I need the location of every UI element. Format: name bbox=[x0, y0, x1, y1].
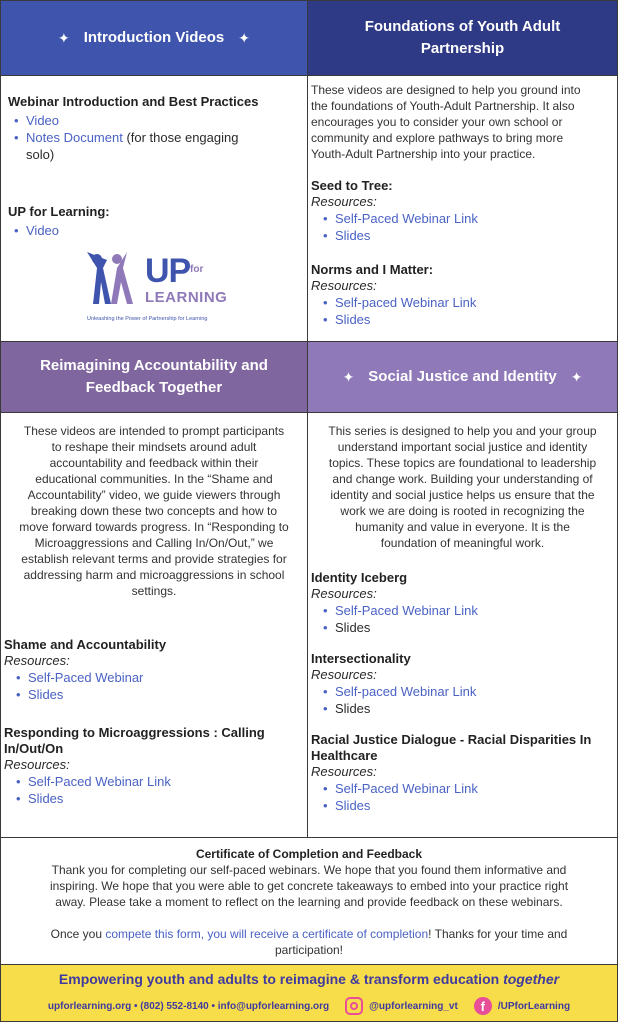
instagram-icon bbox=[345, 997, 363, 1015]
seed-slides-link[interactable]: Slides bbox=[335, 228, 371, 243]
footer-contact[interactable]: upforlearning.org • (802) 552-8140 • info@upforlearning.org bbox=[47, 1000, 330, 1012]
para-line: humanity and value in everyone. It is the bbox=[355, 520, 570, 534]
para-line: accountability and feedback within their bbox=[49, 456, 259, 470]
foundations-header bbox=[307, 0, 618, 76]
certificate-title: Certificate of Completion and Feedback bbox=[195, 847, 423, 861]
para-line: understand important social justice and identity bbox=[337, 440, 588, 454]
foundations-description bbox=[311, 82, 615, 162]
accountability-description bbox=[1, 423, 307, 599]
cta-line2: participation! bbox=[274, 943, 344, 957]
para-line: addressing harm and microaggressions in school bbox=[23, 568, 285, 582]
instagram-handle[interactable]: @upforlearning_vt bbox=[369, 1000, 458, 1012]
foundations-header-line1: Foundations of Youth Adult bbox=[364, 18, 561, 35]
intro-header-title: Introduction Videos bbox=[83, 29, 225, 46]
accountability-header-line2: Feedback Together bbox=[85, 379, 223, 396]
certificate-section bbox=[0, 837, 618, 965]
resources-label: Resources bbox=[311, 586, 374, 601]
shame-slides-link[interactable]: Slides bbox=[28, 687, 64, 702]
logo-up-text: UP bbox=[145, 252, 191, 290]
sparkle-icon: ✦ bbox=[570, 369, 583, 385]
footer-tagline-text: Empowering youth and adults to reimagine & transform education bbox=[58, 971, 504, 987]
justice-description bbox=[308, 423, 617, 551]
up-video-link[interactable]: Video bbox=[26, 223, 60, 238]
cta-pre: Once you bbox=[50, 927, 106, 941]
para-line: breaking down these two concepts and how to bbox=[30, 504, 278, 518]
para-line: community and explore pathways to bring more bbox=[311, 131, 564, 145]
feedback-form-link[interactable]: compete this form, you will receive a certificate of completion bbox=[105, 927, 429, 941]
para-line: Accountability” video, we guide viewers through bbox=[27, 488, 281, 502]
resources-label: Resources bbox=[4, 653, 67, 668]
resources-label: Resources bbox=[4, 757, 67, 772]
para-line: work we are doing is rooted in recognizing the bbox=[340, 504, 585, 518]
justice-header bbox=[307, 341, 618, 413]
notes-document-note: (for those engaging bbox=[122, 130, 239, 145]
para-line: topics. These topics are foundational to leadership bbox=[328, 456, 597, 470]
iceberg-webinar-link[interactable]: Self-Paced Webinar Link bbox=[335, 603, 478, 618]
logo-for-text: for bbox=[190, 264, 204, 275]
racial-justice-title-line1: Racial Justice Dialogue - Racial Disparities In bbox=[311, 732, 592, 747]
para-line: Microaggressions and Calling In/On/Out,” we bbox=[34, 536, 274, 550]
sparkle-icon: ✦ bbox=[238, 30, 251, 46]
para-line: Thank you for completing our self-paced webinars. We hope that you found them informative and bbox=[51, 863, 567, 877]
intro-content bbox=[0, 75, 308, 342]
para-line: establish relevant terms and provide strategies for bbox=[21, 552, 287, 566]
justice-content: This series is designed to help you and your group understand important social justice and identity topics. These topics are foundational to leadership and change work. Building your understanding of identity and social justice helps us ensure that the work we are doing is rooted in recognizing the humanity and value in everyone. It is the foundation of meaningful work. Identity Iceberg Resources: • Self-Paced Webinar Link • Slides Intersectionality Resources: • Self-paced Webinar Link • Slides Racial Justice Dialogue - Racial Disparities In Healthcare Resources: • Self-Paced Webinar Link • Slides bbox=[307, 412, 618, 838]
footer bbox=[0, 964, 618, 1022]
intro-header bbox=[0, 0, 308, 76]
norms-slides-link[interactable]: Slides bbox=[335, 312, 371, 327]
racial-webinar-link[interactable]: Self-Paced Webinar Link bbox=[335, 781, 478, 796]
resources-label: Resources bbox=[311, 194, 374, 209]
logo-learning-text: LEARNING bbox=[145, 289, 228, 306]
para-line: identity and social justice helps us ensure that the bbox=[330, 488, 595, 502]
para-line: This series is designed to help you and your group bbox=[328, 424, 597, 438]
cta-post: ! Thanks for your time and bbox=[428, 927, 568, 941]
footer-tagline bbox=[1, 971, 617, 987]
racial-justice-title-line2: Healthcare bbox=[311, 748, 378, 763]
sparkle-icon: ✦ bbox=[57, 30, 70, 46]
seed-webinar-link[interactable]: Self-Paced Webinar Link bbox=[335, 211, 478, 226]
resources-label: Resources bbox=[311, 764, 374, 779]
justice-header-title: Social Justice and Identity bbox=[368, 368, 557, 385]
webinar-intro-title: Webinar Introduction and Best Practices bbox=[8, 94, 259, 109]
resources-label: Resources bbox=[311, 667, 374, 682]
facebook-handle[interactable]: /UPforLearning bbox=[497, 1000, 571, 1012]
para-line: Youth-Adult Partnership into your practice. bbox=[311, 147, 536, 161]
micro-webinar-link[interactable]: Self-Paced Webinar Link bbox=[28, 774, 171, 789]
iceberg-title: Identity Iceberg bbox=[311, 570, 408, 585]
logo-tagline: Unleashing the Power of Partnership for Learning bbox=[87, 316, 208, 322]
para-line: settings. bbox=[131, 584, 177, 598]
para-line: the foundations of Youth-Adult Partnership. It also bbox=[311, 99, 575, 113]
micro-slides-link[interactable]: Slides bbox=[28, 791, 64, 806]
norms-webinar-link[interactable]: Self-paced Webinar Link bbox=[335, 295, 477, 310]
foundations-header-line2: Partnership bbox=[420, 40, 505, 57]
up-for-learning-logo bbox=[83, 250, 233, 330]
accountability-header-line1: Reimagining Accountability and bbox=[40, 357, 268, 374]
accountability-content: These videos are intended to prompt participants to reshape their mindsets around adult accountability and feedback within their educational communities. In the “Shame and Accountability” video, we guide viewers through breaking down these two concepts and how to move forward towards progress. In “Responding to Microaggressions and Calling In/On/Out,” we establish relevant terms and provide strategies for addressing harm and microaggressions in school settings. Shame and Accountability Resources: • Self-Paced Webinar • Slides Responding to Microaggressions : Calling In/Out/On Resources: • Self-Paced Webinar Link • Slides bbox=[0, 412, 308, 838]
shame-webinar-link[interactable]: Self-Paced Webinar bbox=[28, 670, 144, 685]
para-line: away. Please take a moment to reflect on the learning and provide feedback on these webinars. bbox=[55, 895, 563, 909]
microaggressions-title-line1: Responding to Microaggressions : Calling bbox=[4, 725, 265, 740]
para-line: These videos are designed to help you ground into bbox=[311, 83, 581, 97]
para-line: move forward towards progress. In “Responding to bbox=[19, 520, 289, 534]
accountability-header bbox=[0, 341, 308, 413]
intersectionality-title: Intersectionality bbox=[311, 651, 411, 666]
notes-document-note-cont: solo) bbox=[26, 147, 55, 162]
foundations-content: These videos are designed to help you ground into the foundations of Youth-Adult Partnership. It also encourages you to consider your own school or community and explore pathways to bring more Youth-Adult Partnership into your practice. Seed to Tree: Resources: • Self-Paced Webinar Link • Slides Norms and I Matter: Resources: • Self-paced Webinar Link • Slides bbox=[307, 75, 618, 342]
up-for-learning-title: UP for Learning: bbox=[8, 204, 110, 219]
para-line: educational communities. In the “Shame and bbox=[35, 472, 273, 486]
footer-contact-row bbox=[1, 997, 617, 1015]
para-line: These videos are intended to prompt participants bbox=[23, 424, 285, 438]
para-line: foundation of meaningful work. bbox=[380, 536, 545, 550]
intersect-webinar-link[interactable]: Self-paced Webinar Link bbox=[335, 684, 477, 699]
shame-title: Shame and Accountability bbox=[4, 637, 167, 652]
para-line: inspiring. We hope that you were able to get concrete takeaways to embed into your practice right bbox=[49, 879, 569, 893]
intro-video-link[interactable]: Video bbox=[26, 113, 60, 128]
footer-tagline-emphasis: together bbox=[503, 971, 560, 987]
norms-title: Norms and I Matter: bbox=[311, 262, 434, 277]
para-line: encourages you to consider your own school or bbox=[311, 115, 563, 129]
racial-slides-link[interactable]: Slides bbox=[335, 798, 371, 813]
intersect-slides-link[interactable]: Slides bbox=[335, 701, 371, 716]
microaggressions-title-line2: In/Out/On bbox=[4, 741, 64, 756]
iceberg-slides-link[interactable]: Slides bbox=[335, 620, 371, 635]
facebook-icon: f bbox=[474, 997, 492, 1015]
sparkle-icon: ✦ bbox=[342, 369, 355, 385]
para-line: to reshape their mindsets around adult bbox=[51, 440, 257, 454]
people-figures-icon bbox=[83, 250, 143, 310]
notes-document-link[interactable]: Notes Document bbox=[26, 130, 123, 145]
seed-to-tree-title: Seed to Tree: bbox=[311, 178, 393, 193]
para-line: and change work. Building your understanding of bbox=[332, 472, 593, 486]
resources-label: Resources bbox=[311, 278, 374, 293]
certificate-cta bbox=[1, 926, 617, 942]
